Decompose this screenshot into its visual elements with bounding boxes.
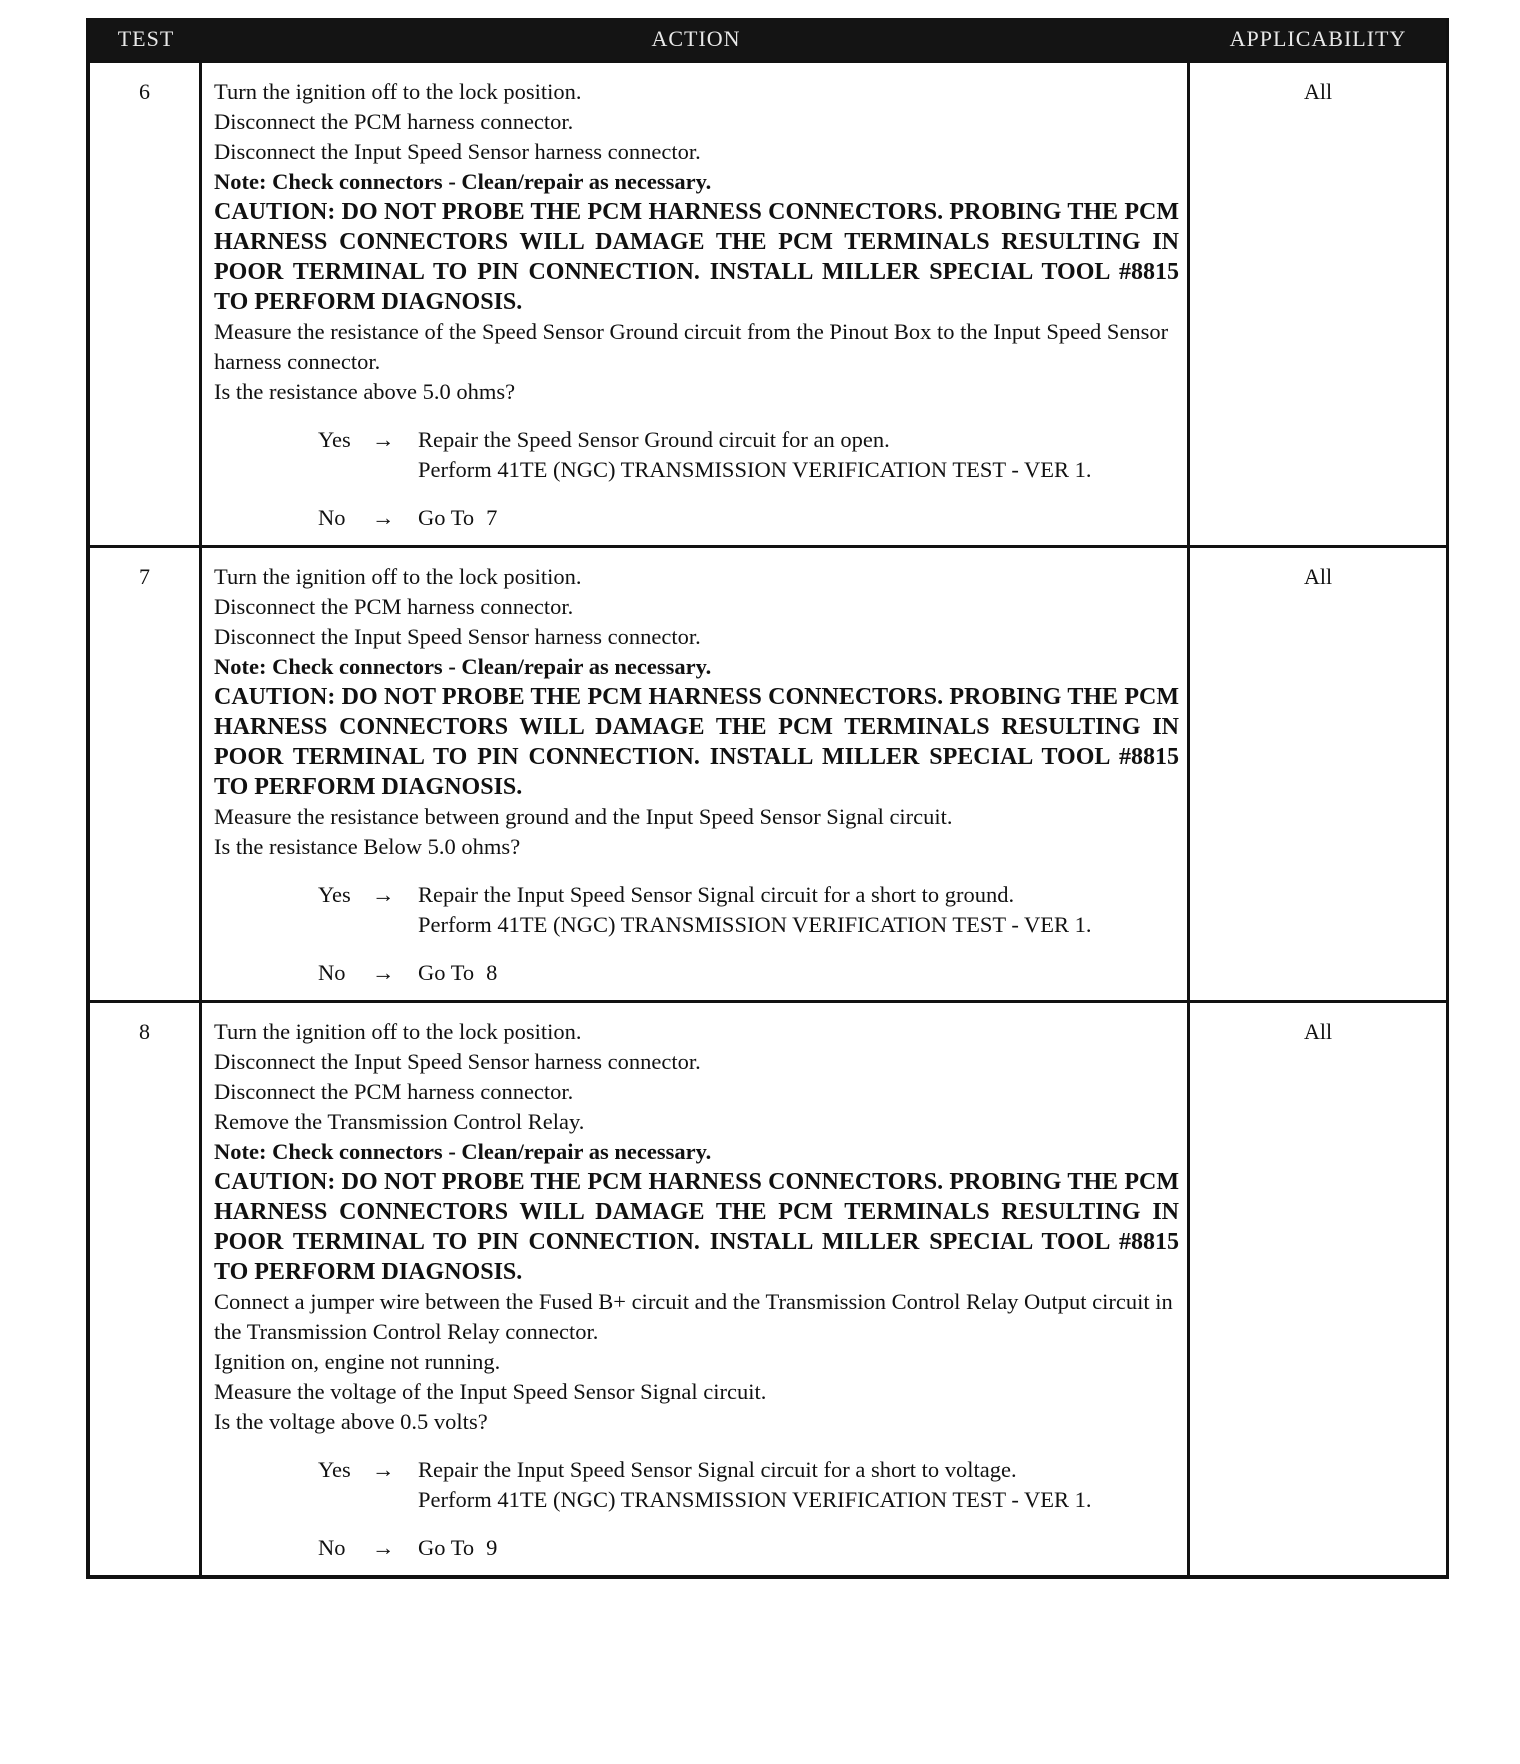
applicability-cell: All — [1303, 1019, 1333, 1044]
table-row — [90, 60, 1446, 545]
step: Disconnect the PCM harness connector. — [214, 1079, 574, 1104]
table-row — [90, 1000, 1446, 1575]
no-text — [418, 1533, 1179, 1563]
test-number: 8 — [90, 1003, 202, 1575]
yes-line: Perform 41TE (NGC) TRANSMISSION VERIFICATION TEST - VER 1. — [418, 457, 1092, 482]
yes-text — [418, 1455, 1179, 1515]
yes-line: Repair the Input Speed Sensor Signal circuit for a short to voltage. — [418, 1457, 1017, 1482]
goto-target: 7 — [486, 505, 498, 530]
no-label: No — [318, 960, 346, 985]
step: Disconnect the PCM harness connector. — [214, 109, 574, 134]
step: Ignition on, engine not running. — [214, 1349, 501, 1374]
arrow-right-icon: → — [372, 1457, 395, 1482]
yes-label: Yes — [318, 882, 351, 907]
header-test: TEST — [117, 26, 175, 51]
yes-text — [418, 425, 1179, 485]
yes-label: Yes — [318, 427, 351, 452]
action-cell — [202, 548, 1190, 1000]
applicability-cell: All — [1303, 564, 1333, 589]
applicability-cell: All — [1303, 79, 1333, 104]
no-text — [418, 958, 1179, 988]
question: Is the resistance above 5.0 ohms? — [214, 379, 516, 404]
step: Disconnect the Input Speed Sensor harness connector. — [214, 624, 701, 649]
arrow-right-icon: → — [372, 1535, 395, 1560]
arrow-right-icon: → — [372, 960, 395, 985]
step: Disconnect the PCM harness connector. — [214, 594, 574, 619]
yes-line: Perform 41TE (NGC) TRANSMISSION VERIFICATION TEST - VER 1. — [418, 1487, 1092, 1512]
step: Turn the ignition off to the lock position. — [214, 1019, 582, 1044]
goto-text: Go To — [418, 505, 475, 530]
caution-text: CAUTION: DO NOT PROBE THE PCM HARNESS CONNECTORS. PROBING THE PCM HARNESS CONNECTORS WILL DAMAGE THE PCM TERMINALS RESULTING IN POOR TERMINAL TO PIN CONNECTION. INSTALL MILLER SPECIAL TOOL #8815 TO PERFORM DIAGNOSIS. — [214, 1169, 1179, 1285]
table-row — [90, 545, 1446, 1000]
question: Is the voltage above 0.5 volts? — [214, 1409, 488, 1434]
goto-target: 8 — [486, 960, 498, 985]
step: Disconnect the Input Speed Sensor harness connector. — [214, 139, 701, 164]
diagnostic-table — [86, 18, 1449, 1579]
step: Turn the ignition off to the lock position. — [214, 79, 582, 104]
note-text: Note: Check connectors - Clean/repair as necessary. — [214, 654, 712, 679]
no-branch — [318, 958, 1179, 988]
no-branch — [318, 503, 1179, 533]
action-cell — [202, 63, 1190, 545]
yes-branch — [318, 425, 1179, 485]
header-applicability: APPLICABILITY — [1229, 26, 1407, 51]
arrow-right-icon: → — [372, 427, 395, 452]
step: Measure the resistance of the Speed Sensor Ground circuit from the Pinout Box to the Input Speed Sensor harness connector. — [214, 319, 1169, 374]
yes-line: Perform 41TE (NGC) TRANSMISSION VERIFICATION TEST - VER 1. — [418, 912, 1092, 937]
step: Disconnect the Input Speed Sensor harness connector. — [214, 1049, 701, 1074]
step: Remove the Transmission Control Relay. — [214, 1109, 585, 1134]
caution-text: CAUTION: DO NOT PROBE THE PCM HARNESS CONNECTORS. PROBING THE PCM HARNESS CONNECTORS WILL DAMAGE THE PCM TERMINALS RESULTING IN POOR TERMINAL TO PIN CONNECTION. INSTALL MILLER SPECIAL TOOL #8815 TO PERFORM DIAGNOSIS. — [214, 199, 1179, 315]
no-label: No — [318, 1535, 346, 1560]
no-text — [418, 503, 1179, 533]
yes-line: Repair the Input Speed Sensor Signal circuit for a short to ground. — [418, 882, 1015, 907]
step: Connect a jumper wire between the Fused B+ circuit and the Transmission Control Relay Output circuit in the Transmission Control Relay connector. — [214, 1289, 1173, 1344]
yes-line: Repair the Speed Sensor Ground circuit for an open. — [418, 427, 890, 452]
goto-target: 9 — [486, 1535, 498, 1560]
question: Is the resistance Below 5.0 ohms? — [214, 834, 521, 859]
action-cell — [202, 1003, 1190, 1575]
header-action: ACTION — [651, 26, 741, 51]
note-text: Note: Check connectors - Clean/repair as necessary. — [214, 1139, 712, 1164]
step: Turn the ignition off to the lock position. — [214, 564, 582, 589]
goto-text: Go To — [418, 960, 475, 985]
arrow-right-icon: → — [372, 882, 395, 907]
caution-text: CAUTION: DO NOT PROBE THE PCM HARNESS CONNECTORS. PROBING THE PCM HARNESS CONNECTORS WILL DAMAGE THE PCM TERMINALS RESULTING IN POOR TERMINAL TO PIN CONNECTION. INSTALL MILLER SPECIAL TOOL #8815 TO PERFORM DIAGNOSIS. — [214, 684, 1179, 800]
no-label: No — [318, 505, 346, 530]
step: Measure the resistance between ground and the Input Speed Sensor Signal circuit. — [214, 804, 953, 829]
no-branch — [318, 1533, 1179, 1563]
step: Measure the voltage of the Input Speed Sensor Signal circuit. — [214, 1379, 767, 1404]
yes-label: Yes — [318, 1457, 351, 1482]
note-text: Note: Check connectors - Clean/repair as necessary. — [214, 169, 712, 194]
yes-branch — [318, 880, 1179, 940]
yes-text — [418, 880, 1179, 940]
yes-branch — [318, 1455, 1179, 1515]
arrow-right-icon: → — [372, 505, 395, 530]
table-header — [90, 18, 1446, 60]
test-number: 7 — [90, 548, 202, 1000]
test-number: 6 — [90, 63, 202, 545]
goto-text: Go To — [418, 1535, 475, 1560]
